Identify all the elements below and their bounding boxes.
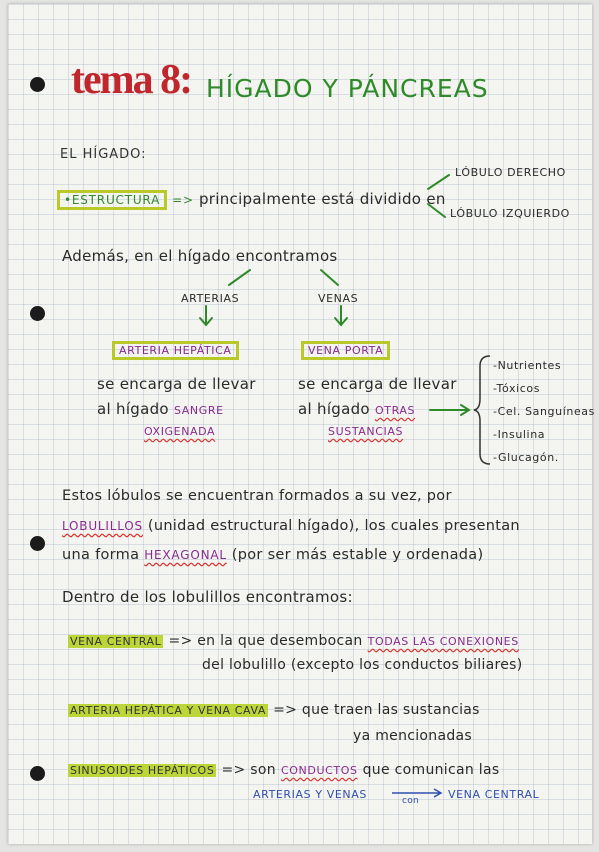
structure-label: •ESTRUCTURA xyxy=(57,190,167,210)
item-label: ARTERIA HEPÁTICA Y VENA CAVA xyxy=(70,704,267,717)
binder-hole xyxy=(30,77,45,92)
substance-item: -Insulina xyxy=(493,428,546,441)
item-sinusoides-line-2b: VENA CENTRAL xyxy=(448,788,540,801)
substance-item: -Tóxicos xyxy=(493,382,541,395)
intro-text: Además, en el hígado encontramos xyxy=(62,247,338,265)
item-sinusoides-con: con xyxy=(402,796,420,806)
paragraph-line-2: LOBULILLOS (unidad estructural hígado), los cuales presentan xyxy=(62,518,520,534)
title-subject: HÍGADO Y PÁNCREAS xyxy=(206,74,489,103)
item-highlight: CONDUCTOS xyxy=(281,764,358,777)
substance-item: -Nutrientes xyxy=(493,359,562,372)
artery-desc-2: al hígado SANGRE xyxy=(97,400,224,418)
binder-hole xyxy=(30,306,45,321)
lobe-right: LÓBULO DERECHO xyxy=(455,166,566,179)
artery-name: ARTERIA HEPÁTICA xyxy=(112,341,239,360)
substance-item: -Glucagón. xyxy=(493,451,559,464)
item-vena-central-line-2: del lobulillo (excepto los conductos biliares) xyxy=(202,657,523,673)
vein-desc-1: se encarga de llevar xyxy=(298,375,457,393)
paragraph-line-3: una forma HEXAGONAL (por ser más estable y ordenada) xyxy=(62,547,484,563)
hexagonal-term: HEXAGONAL xyxy=(144,548,227,562)
lobules-intro: Dentro de los lobulillos encontramos: xyxy=(62,588,353,606)
item-arteria-vena-cava: ARTERIA HEPÁTICA Y VENA CAVA => que traen las sustancias xyxy=(70,702,480,718)
section-heading: EL HÍGADO: xyxy=(60,147,147,162)
vein-desc-2: al hígado OTRAS xyxy=(298,400,416,418)
item-vena-central: VENA CENTRAL => en la que desembocan TODAS LAS CONEXIONES xyxy=(70,633,519,649)
lobulillos-term: LOBULILLOS xyxy=(62,519,143,533)
item-sinusoides-line-2a: ARTERIAS Y VENAS xyxy=(253,788,367,801)
vein-desc-3: SUSTANCIAS xyxy=(328,425,404,438)
lobe-left: LÓBULO IZQUIERDO xyxy=(450,207,570,220)
substance-item: -Cel. Sanguíneas xyxy=(493,405,595,418)
notebook-page xyxy=(8,4,595,844)
paragraph-line-1: Estos lóbulos se encuentran formados a su vez, por xyxy=(62,488,452,504)
artery-desc-highlight: SANGRE xyxy=(174,404,224,417)
item-highlight: TODAS LAS CONEXIONES xyxy=(367,635,519,648)
structure-arrow: => xyxy=(172,193,194,207)
vein-desc-highlight: OTRAS xyxy=(375,404,416,417)
binder-hole xyxy=(30,766,45,781)
artery-desc-3: OXIGENADA xyxy=(144,425,216,438)
vein-name: VENA PORTA xyxy=(301,341,390,360)
item-label: VENA CENTRAL xyxy=(70,635,162,648)
structure-row xyxy=(57,190,446,208)
arteries-label: ARTERIAS xyxy=(181,292,240,305)
binder-hole xyxy=(30,536,45,551)
structure-text: principalmente está dividido en xyxy=(198,190,446,208)
veins-label: VENAS xyxy=(318,292,359,305)
item-sinusoides: SINUSOIDES HEPÁTICOS => son CONDUCTOS que comunican las xyxy=(70,762,500,778)
artery-desc-1: se encarga de llevar xyxy=(97,375,256,393)
item-arteria-vena-cava-line-2: ya mencionadas xyxy=(353,728,473,744)
title-number: tema 8: xyxy=(71,57,192,103)
item-label: SINUSOIDES HEPÁTICOS xyxy=(70,764,215,777)
